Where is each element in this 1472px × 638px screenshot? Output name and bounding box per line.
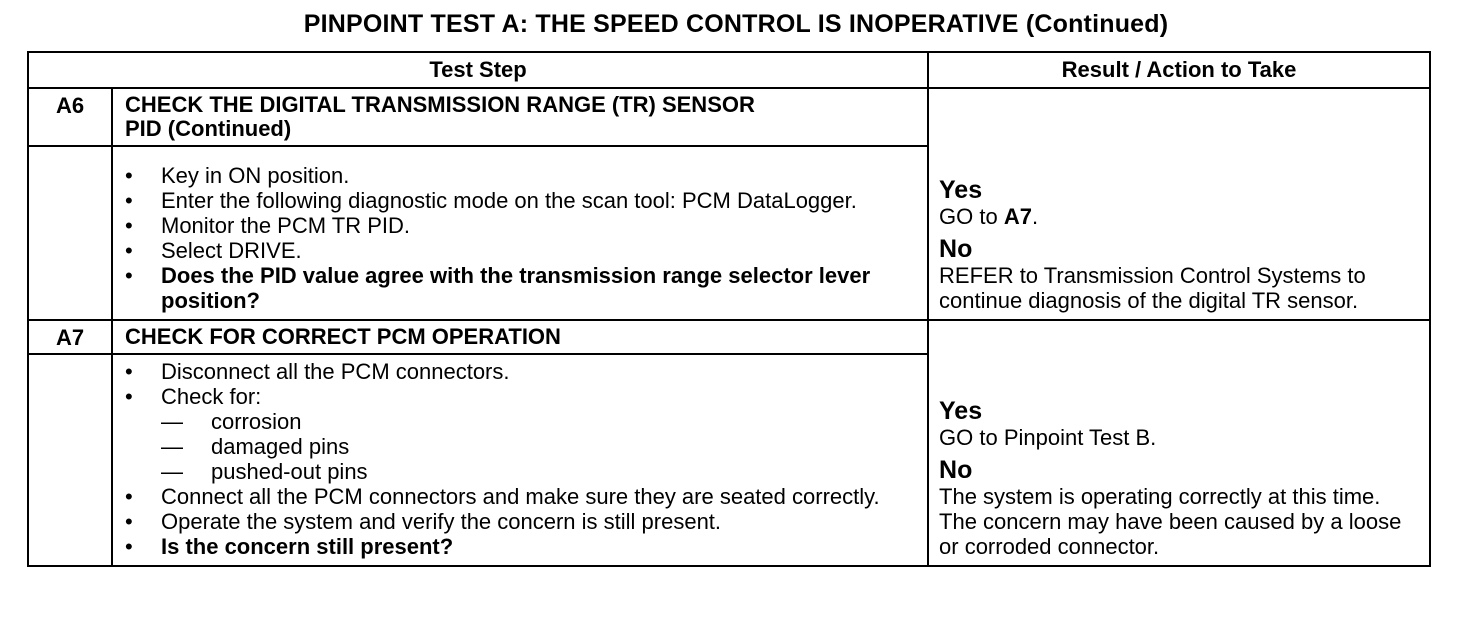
result-cell-a7 — [928, 320, 1430, 566]
dash-icon: — — [161, 459, 183, 484]
no-text-a7: The system is operating correctly at this time. The concern may have been caused by a loose or corroded connector. — [939, 484, 1402, 559]
step-title-a7-line1: CHECK FOR CORRECT PCM OPERATION — [125, 324, 561, 349]
list-item-question — [125, 534, 917, 559]
bullet-icon: • — [125, 384, 133, 409]
step-list-a6 — [112, 146, 928, 320]
list-item-text: Select DRIVE. — [161, 238, 302, 263]
yes-label-a6: Yes — [939, 176, 983, 204]
list-item — [125, 163, 917, 188]
list-item-text: Is the concern still present? — [161, 534, 454, 559]
yes-text-a6 — [939, 204, 1419, 229]
bullet-icon: • — [125, 188, 133, 213]
page-title: PINPOINT TEST A: THE SPEED CONTROL IS INOPERATIVE (Continued) — [303, 10, 1169, 38]
yes-label-a7: Yes — [939, 397, 983, 425]
pinpoint-test-table — [27, 51, 1431, 567]
result-header: Result / Action to Take — [928, 52, 1430, 88]
test-step-header: Test Step — [28, 52, 928, 88]
sub-list-item — [125, 434, 917, 459]
sub-list-item-text: damaged pins — [211, 434, 350, 459]
no-text-a6: REFER to Transmission Control Systems to continue diagnosis of the digital TR sensor. — [939, 263, 1366, 313]
list-item-text: Disconnect all the PCM connectors. — [161, 359, 510, 384]
bullet-icon: • — [125, 534, 133, 559]
dash-icon: — — [161, 434, 183, 459]
step-title-a6-line1: CHECK THE DIGITAL TRANSMISSION RANGE (TR) SENSOR — [125, 92, 755, 117]
sub-list-item-text: corrosion — [211, 409, 302, 434]
list-item — [125, 188, 917, 213]
bullet-icon: • — [125, 163, 133, 188]
list-item — [125, 213, 917, 238]
yes-prefix-a6: GO to — [939, 204, 1004, 229]
step-a7-id-spacer — [28, 354, 112, 566]
bullet-icon: • — [125, 484, 133, 509]
sub-list-item — [125, 459, 917, 484]
yes-text-a7: GO to Pinpoint Test B. — [939, 425, 1157, 450]
list-item — [125, 238, 917, 263]
bullet-icon: • — [125, 509, 133, 534]
header-row — [28, 52, 1430, 88]
step-title-a7 — [112, 320, 928, 354]
list-item-text: Does the PID value agree with the transmission range selector lever position? — [161, 263, 871, 313]
step-a6-id-spacer — [28, 146, 112, 320]
list-item-question — [125, 263, 917, 313]
step-a7-title-row — [28, 320, 1430, 354]
sub-list-item-text: pushed-out pins — [211, 459, 368, 484]
step-a6-title-row — [28, 88, 1430, 146]
step-id-a6: A6 — [28, 88, 112, 146]
list-item-text: Connect all the PCM connectors and make sure they are seated correctly. — [161, 484, 880, 509]
list-item — [125, 484, 917, 509]
bullet-icon: • — [125, 213, 133, 238]
list-item — [125, 384, 917, 409]
step-id-a7: A7 — [28, 320, 112, 354]
list-item — [125, 509, 917, 534]
dash-icon: — — [161, 409, 183, 434]
bullet-icon: • — [125, 359, 133, 384]
list-item-text: Operate the system and verify the concern is still present. — [161, 509, 722, 534]
list-item-text: Key in ON position. — [161, 163, 350, 188]
yes-ref-a7: A7 — [1003, 204, 1032, 229]
result-cell-a6 — [928, 88, 1430, 320]
list-item-text: Enter the following diagnostic mode on the scan tool: PCM DataLogger. — [161, 188, 857, 213]
yes-suffix-a6: . — [1031, 204, 1039, 229]
bullet-icon: • — [125, 238, 133, 263]
no-label-a6: No — [939, 235, 973, 263]
step-title-a6 — [112, 88, 928, 146]
sub-list-item — [125, 409, 917, 434]
list-item-text: Monitor the PCM TR PID. — [161, 213, 410, 238]
list-item — [125, 359, 917, 384]
no-label-a7: No — [939, 456, 973, 484]
bullet-icon: • — [125, 263, 133, 288]
step-title-a6-line2: PID (Continued) — [125, 116, 292, 141]
step-list-a7 — [112, 354, 928, 566]
list-item-text: Check for: — [161, 384, 262, 409]
